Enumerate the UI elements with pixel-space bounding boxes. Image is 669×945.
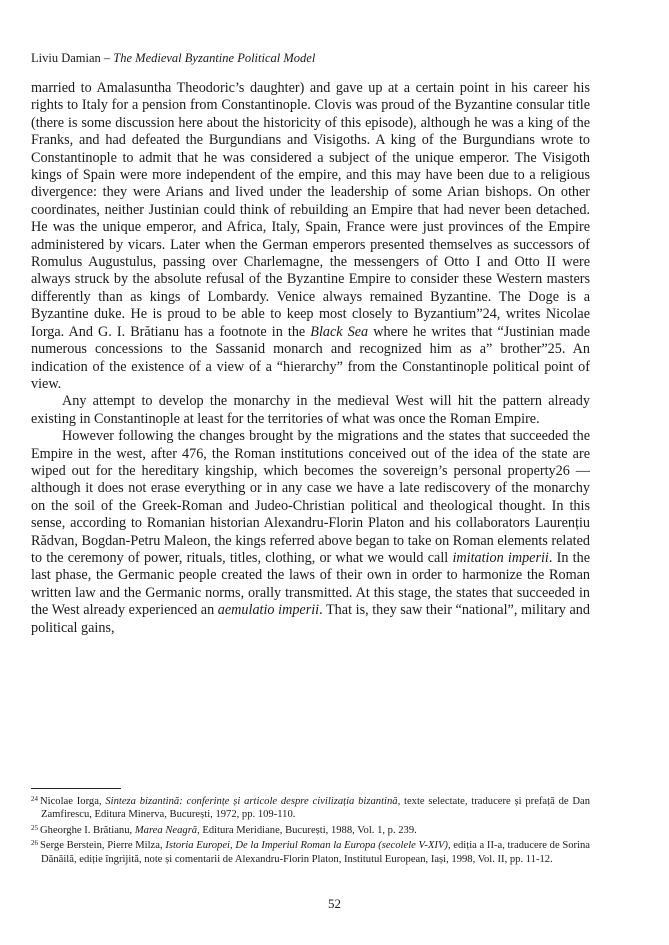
footnote-text: , ediția a II-a, traducere de Sorina Dănăilă, ediție îngrijită, note și comentarii de Alexandru-Florin Platon, Institutul European, Iași, 1998, Vol. II, pp. 11-12. bbox=[41, 840, 590, 865]
footnote-title: Marea Neagră bbox=[134, 824, 198, 836]
footnote-25 bbox=[31, 822, 590, 837]
footnote-marker: 26 bbox=[31, 839, 38, 848]
footnote-text: Gheorghe I. Brătianu, bbox=[40, 824, 135, 836]
paragraph-3-italic-1: imitation imperii bbox=[452, 549, 549, 566]
footnotes bbox=[31, 793, 590, 866]
paragraph-1-italic: Black Sea bbox=[310, 323, 369, 340]
footnote-text: Serge Berstein, Pierre Milza, bbox=[40, 840, 166, 852]
footnote-24 bbox=[31, 793, 590, 822]
footnote-separator bbox=[31, 788, 121, 789]
footnote-26 bbox=[31, 837, 590, 866]
paragraph-2: Any attempt to develop the monarchy in the medieval West will hit the pattern already existing in Constantinople at least for the territories of what was once the Roman Empire. bbox=[31, 393, 590, 427]
footnote-marker: 25 bbox=[31, 823, 38, 832]
main-text bbox=[31, 80, 590, 637]
header-title: The Medieval Byzantine Political Model bbox=[113, 51, 316, 65]
paragraph-1-text-a: married to Amalasuntha Theodoric’s daughter) and gave up at a certain point in his career his rights to Italy for a pension from Constantinople. Clovis was proud of the Byzantine consular title (there is some discussion here about the historicity of this episode), although he was a king of the Franks, and had defeated the Burgundians and Visigoths. A king of the Burgundians wrote to Constantinople to admit that he was considered a subject of the unique emperor. The Visigoth kings of Spain were more independent of the empire, and this may have been due to a religious divergence: they were Arians and lived under the leadership of some Arian bishops. On other coordinates, neither Justinian could think of rebuilding an Empire that had never been detached. He was the unique emperor, and Africa, Italy, Spain, France were just provinces of the Empire administered by vicars. Later when the German emperors presented themselves as successors of Romulus Augustulus, passing over Charlemagne, the messengers of Otto I and Otto II were always struck by the absolute refusal of the Byzantine Empire to consider these Western masters differently than as kings of Lombardy. Venice always remained Byzantine. The Doge is a Byzantine duke. He is proud to be able to keep most closely to Byzantium”24, writes Nicolae Iorga. And G. I. Brătianu has a footnote in the bbox=[31, 80, 590, 340]
paragraph-3-text-a: However following the changes brought by the migrations and the states that succeeded the Empire in the west, after 476, the Roman institutions conceived out of the idea of the state are wiped out for the hereditary kingship, which becomes the sovereign’s personal property26 — although it does not erase everything or in any case we have a late rediscovery of the monarchy on the soil of the Greek-Roman and Judeo-Christian political and theological thought. In this sense, according to Romanian historian Alexandru-Florin Platon and his collaborators Laurențiu Rădvan, Bogdan-Petru Maleon, the kings referred above began to take on Roman elements related to the ceremony of power, rituals, titles, clothing, or what we would call bbox=[31, 428, 590, 566]
footnote-title: Istoria Europei, De la Imperiul Roman la Europa (secolele V-XIV) bbox=[165, 840, 448, 852]
header-author: Liviu Damian – bbox=[31, 51, 114, 65]
running-header bbox=[31, 50, 621, 66]
paragraph-1-text-b: where he writes that “Justinian made numerous concessions to the Sassanid monarch and recognized him as a” brother”25. An indication of the existence of a view of a “hierarchy” from the Constantinople political point of view. bbox=[31, 323, 591, 392]
paragraph-1 bbox=[31, 80, 590, 393]
footnote-text: , Editura Meridiane, București, 1988, Vol. 1, p. 239. bbox=[197, 824, 417, 836]
paragraph-3-text-c: . That is, they saw their “national”, military and political gains, bbox=[31, 602, 590, 636]
paragraph-3-italic-2: aemulatio imperii bbox=[217, 602, 320, 619]
footnote-text: , texte selectate, traducere și prefață de Dan Zamfirescu, Editura Minerva, București, 1972, pp. 109-110. bbox=[41, 796, 591, 821]
page-number: 52 bbox=[328, 896, 341, 911]
paragraph-3 bbox=[31, 428, 590, 637]
paragraph-3-text-b: . In the last phase, the Germanic people created the laws of their own in order to harmonize the Roman written law and the Germanic norms, orally transmitted. At this stage, the states that succeeded in the West already experienced an bbox=[31, 549, 591, 619]
footnote-title: Sinteza bizantină: conferințe și articole despre civilizația bizantină bbox=[105, 796, 398, 807]
footnote-marker: 24 bbox=[31, 795, 38, 803]
footnote-text: Nicolae Iorga, bbox=[40, 796, 106, 807]
